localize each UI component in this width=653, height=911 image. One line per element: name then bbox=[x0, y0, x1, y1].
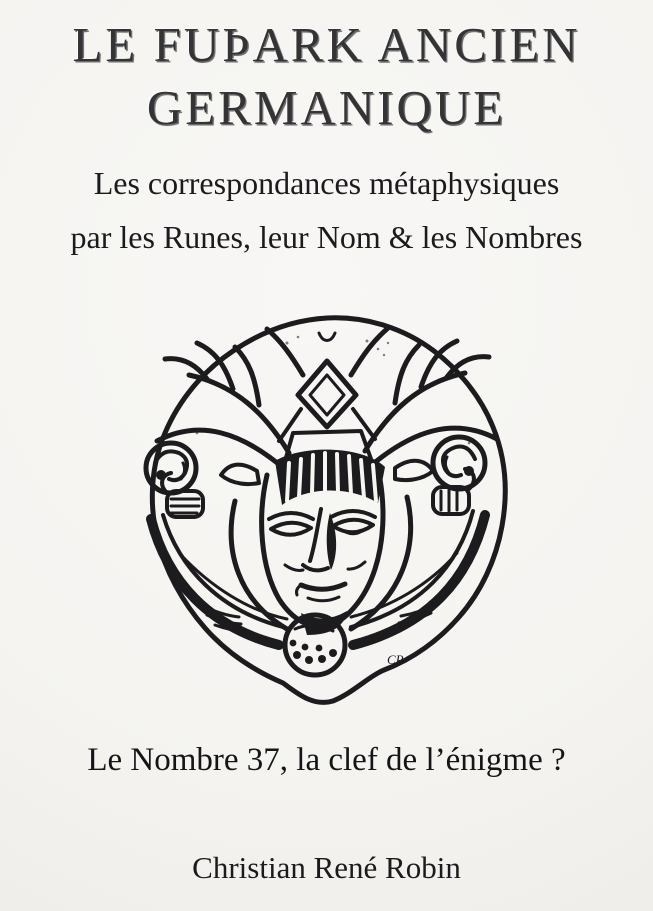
title-line-2: GERMANIQUE bbox=[146, 79, 507, 135]
author-name: Christian René Robin bbox=[192, 850, 461, 885]
cernunnos-drawing bbox=[137, 313, 517, 708]
artist-signature: CR bbox=[386, 652, 404, 667]
crown-lozenge bbox=[279, 361, 375, 461]
tagline: Le Nombre 37, la clef de l’énigme ? bbox=[87, 742, 566, 778]
face bbox=[261, 450, 384, 635]
right-ear bbox=[395, 461, 433, 480]
left-ear bbox=[221, 465, 259, 484]
left-eye bbox=[271, 523, 311, 535]
title-line-1: LE FUÞARK ANCIEN bbox=[72, 17, 581, 72]
mouth bbox=[301, 584, 345, 589]
subtitle-line-2: par les Runes, leur Nom & les Nombres bbox=[70, 218, 583, 255]
cernunnos-illustration bbox=[137, 313, 517, 708]
right-spiral bbox=[433, 437, 485, 489]
hair-fringe bbox=[275, 450, 385, 505]
subtitle-line-1: Les correspondances métaphysiques bbox=[93, 165, 560, 201]
book-subtitle bbox=[0, 157, 653, 265]
right-eye bbox=[333, 520, 373, 533]
book-title bbox=[0, 14, 653, 139]
